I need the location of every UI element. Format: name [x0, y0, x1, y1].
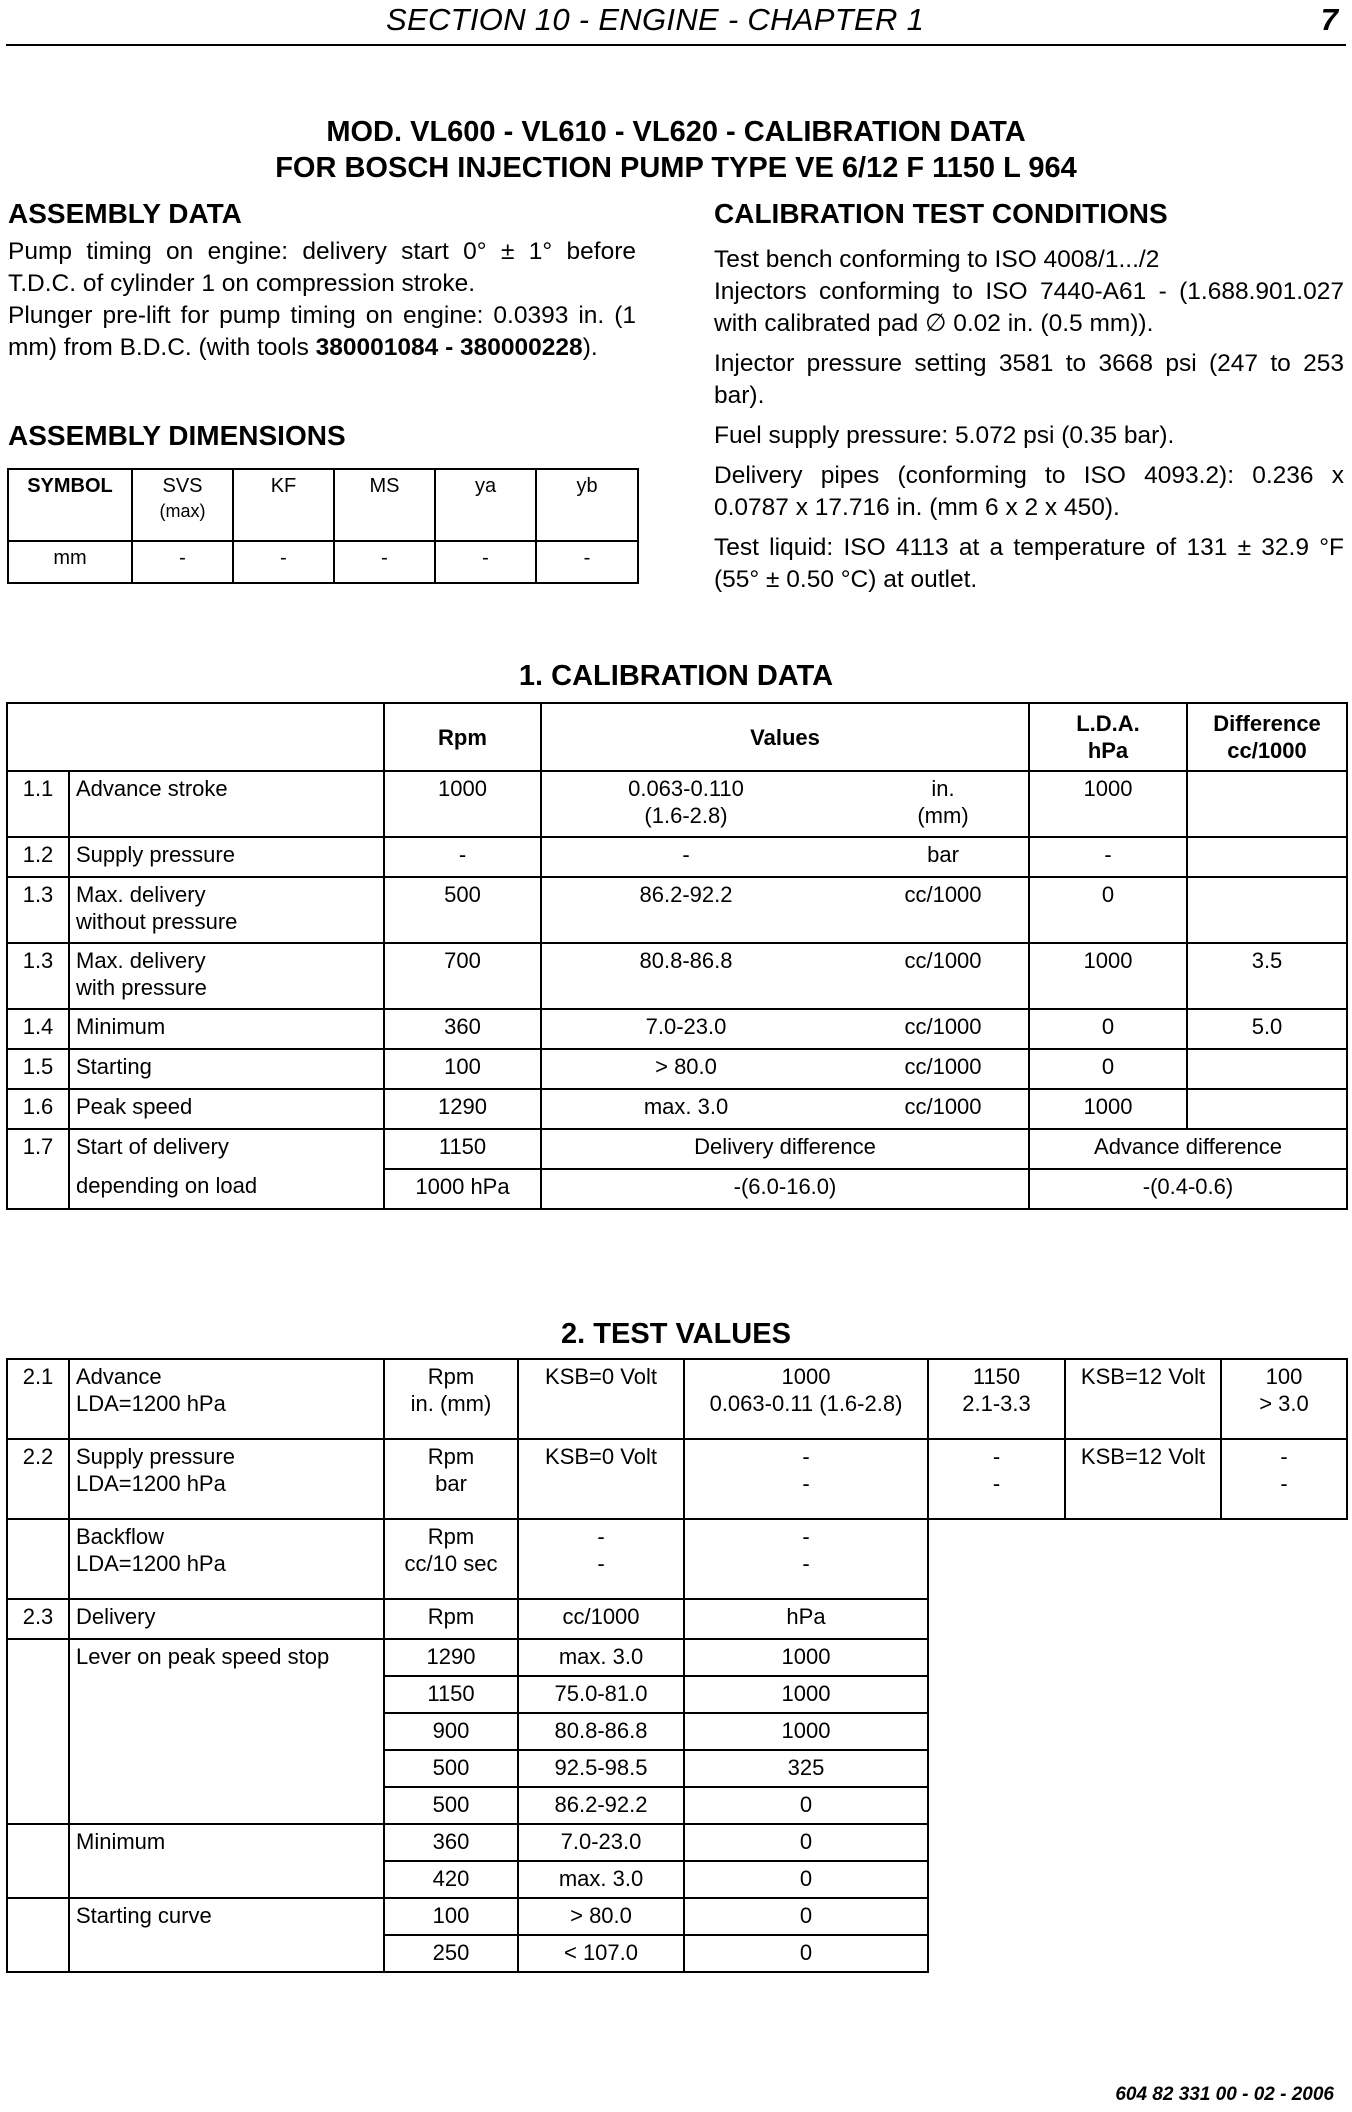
document-title-line-1: MOD. VL600 - VL610 - VL620 - CALIBRATION DATA	[326, 116, 1026, 148]
calibration-row-lda: 1000	[1029, 943, 1187, 1009]
dim-value-yb: -	[536, 541, 638, 583]
calibration-row-17-rpm2: 1000 hPa	[384, 1169, 541, 1209]
tv-backflow-name	[69, 1519, 384, 1599]
tv-21-name-line1: Advance	[76, 1364, 162, 1389]
calibration-row-value: -	[682, 842, 690, 867]
calibration-row-name-line2: with pressure	[76, 975, 207, 1000]
calibration-row-unit: cc/1000	[904, 948, 982, 973]
calibration-row-values	[542, 1093, 1028, 1120]
calibration-row-values	[542, 841, 1028, 868]
delivery-cc: 86.2-92.2	[518, 1787, 684, 1824]
calibration-row-unit-block	[878, 1013, 1008, 1040]
test-conditions-p3: Injector pressure setting 3581 to 3668 psi (247 to 253 bar).	[714, 350, 1344, 409]
delivery-hpa: 0	[684, 1824, 928, 1861]
tv-21-v1-value: 0.063-0.11 (1.6-2.8)	[709, 1391, 903, 1416]
calibration-row-unit-block	[878, 1093, 1008, 1120]
tv-22-ksb12: KSB=12 Volt	[1065, 1439, 1221, 1519]
delivery-group-no	[7, 1898, 69, 1972]
tv-21-ksb0: KSB=0 Volt	[518, 1359, 684, 1439]
delivery-rpm: 100	[384, 1898, 518, 1935]
delivery-cc: > 80.0	[518, 1898, 684, 1935]
calibration-data-table	[6, 702, 1348, 1210]
delivery-hpa: 325	[684, 1750, 928, 1787]
calibration-row-17-delivery-value: -(6.0-16.0)	[541, 1169, 1029, 1209]
dim-header-yb: yb	[536, 469, 638, 541]
calibration-row-lda: 1000	[1029, 771, 1187, 837]
tv-22-v3-top: -	[1280, 1444, 1288, 1469]
tv-backflow-a	[518, 1519, 684, 1599]
calibration-row-no: 1.2	[7, 837, 69, 877]
calibration-row-value-range	[586, 775, 786, 829]
calibration-row-rpm: 500	[384, 877, 541, 943]
calibration-row-lda: 0	[1029, 1009, 1187, 1049]
delivery-group-label: Lever on peak speed stop	[69, 1639, 384, 1824]
delivery-cc: 7.0-23.0	[518, 1824, 684, 1861]
calibration-row-values	[542, 775, 1028, 829]
calibration-row-value-range	[586, 1013, 786, 1040]
calibration-row-17-name: Start of delivery	[69, 1129, 384, 1169]
tv-22-unit2: bar	[435, 1471, 467, 1496]
calibration-row-no: 1.6	[7, 1089, 69, 1129]
calibration-row-value-range	[586, 947, 786, 974]
test-conditions-p1: Test bench conforming to ISO 4008/1.../2	[714, 246, 1160, 273]
calibration-row-lda: 0	[1029, 1049, 1187, 1089]
assembly-data-text	[8, 236, 636, 364]
tv-22-v3	[1221, 1439, 1347, 1519]
calibration-row-difference	[1187, 1089, 1347, 1129]
calibration-header-rpm: Rpm	[384, 703, 541, 771]
calibration-row-value: max. 3.0	[643, 1094, 729, 1119]
tv-23-h-hpa: hPa	[684, 1599, 928, 1639]
calibration-row-values-cell	[541, 837, 1029, 877]
tv-backflow-unit1: Rpm	[427, 1524, 475, 1549]
calibration-row-difference	[1187, 877, 1347, 943]
calibration-header-blank	[7, 703, 384, 771]
tv-21-unit2: in. (mm)	[410, 1391, 492, 1416]
calibration-row-17-no-cont	[7, 1169, 69, 1209]
calibration-row-rpm: 1000	[384, 771, 541, 837]
test-values-table	[6, 1358, 1348, 1973]
delivery-cc: max. 3.0	[518, 1861, 684, 1898]
calibration-header-difference-label: Difference	[1213, 711, 1321, 736]
delivery-row	[7, 1639, 1347, 1676]
dim-value-svs: -	[132, 541, 233, 583]
calibration-row	[7, 837, 1347, 877]
dim-header-svs	[132, 469, 233, 541]
calibration-row-difference: 5.0	[1187, 1009, 1347, 1049]
dim-header-kf: KF	[233, 469, 334, 541]
tv-backflow-name-line1: Backflow	[76, 1524, 165, 1549]
calibration-row-name	[69, 1009, 384, 1049]
delivery-group-label: Starting curve	[69, 1898, 384, 1972]
tv-22-name	[69, 1439, 384, 1519]
delivery-group-label: Minimum	[69, 1824, 384, 1898]
delivery-hpa: 0	[684, 1898, 928, 1935]
calibration-row-value: > 80.0	[655, 1054, 717, 1079]
calibration-row-values-cell	[541, 771, 1029, 837]
assembly-data-tool-numbers: 380001084 - 380000228	[315, 334, 583, 361]
calibration-row-unit: cc/1000	[904, 882, 982, 907]
calibration-row-17-advance-value: -(0.4-0.6)	[1029, 1169, 1347, 1209]
calibration-row-rpm: 1290	[384, 1089, 541, 1129]
tv-23-name: Delivery	[69, 1599, 384, 1639]
tv-22-v2-top: -	[992, 1444, 1001, 1469]
tv-21-name	[69, 1359, 384, 1439]
dim-header-svs-label: SVS	[162, 475, 203, 497]
calibration-row-name	[69, 771, 384, 837]
assembly-data-heading: ASSEMBLY DATA	[8, 198, 242, 229]
delivery-hpa: 1000	[684, 1639, 928, 1676]
page-number: 7	[1320, 2, 1338, 37]
tv-21-v1-rpm: 1000	[781, 1364, 831, 1389]
delivery-rpm: 500	[384, 1787, 518, 1824]
calibration-row-17-name2: depending on load	[69, 1169, 384, 1209]
calibration-row-rpm: 360	[384, 1009, 541, 1049]
calibration-row-value: 7.0-23.0	[645, 1014, 727, 1039]
delivery-cc: < 107.0	[518, 1935, 684, 1972]
calibration-row-name-line1: Max. delivery	[76, 948, 206, 973]
calibration-row-values	[542, 1013, 1028, 1040]
test-conditions-heading: CALIBRATION TEST CONDITIONS	[714, 198, 1168, 229]
calibration-row-value-range	[586, 1053, 786, 1080]
tv-22-name-line2: LDA=1200 hPa	[76, 1471, 226, 1496]
delivery-group-no	[7, 1639, 69, 1824]
calibration-row-name-line1: Minimum	[76, 1014, 166, 1039]
document-title-line-2: FOR BOSCH INJECTION PUMP TYPE VE 6/12 F 1150 L 964	[275, 152, 1077, 184]
calibration-row-unit: bar	[927, 842, 959, 867]
delivery-hpa: 1000	[684, 1713, 928, 1750]
calibration-row-unit-mm: (mm)	[917, 803, 969, 828]
calibration-row-values-cell	[541, 1009, 1029, 1049]
tv-23-no: 2.3	[7, 1599, 69, 1639]
calibration-row-rpm: 100	[384, 1049, 541, 1089]
calibration-row-values-cell	[541, 1049, 1029, 1089]
calibration-row-lda: 1000	[1029, 1089, 1187, 1129]
calibration-row-rpm: -	[384, 837, 541, 877]
tv-23-h-cc: cc/1000	[518, 1599, 684, 1639]
delivery-cc: max. 3.0	[518, 1639, 684, 1676]
delivery-hpa: 0	[684, 1787, 928, 1824]
calibration-row-unit-block	[878, 881, 1008, 908]
delivery-row	[7, 1898, 1347, 1935]
calibration-row-name-line1: Max. delivery	[76, 882, 206, 907]
dim-value-ms: -	[334, 541, 435, 583]
calibration-row-value-range	[586, 1093, 786, 1120]
calibration-row-difference	[1187, 837, 1347, 877]
tv-21-v3-rpm: 100	[1265, 1364, 1303, 1389]
delivery-rpm: 900	[384, 1713, 518, 1750]
tv-backflow-b2: -	[802, 1551, 810, 1576]
tv-22-v2-bottom: -	[992, 1471, 1001, 1496]
calibration-row	[7, 771, 1347, 837]
delivery-cc: 92.5-98.5	[518, 1750, 684, 1787]
tv-22-unit1: Rpm	[427, 1444, 475, 1469]
calibration-row-unit: in.	[931, 776, 955, 801]
tv-backflow-unit2: cc/10 sec	[404, 1551, 498, 1576]
calibration-row	[7, 1089, 1347, 1129]
calibration-row-name	[69, 877, 384, 943]
tv-backflow-b	[684, 1519, 928, 1599]
calibration-row-unit-block	[878, 841, 1008, 868]
calibration-row-values	[542, 881, 1028, 908]
delivery-rpm: 250	[384, 1935, 518, 1972]
assembly-data-p1: Pump timing on engine: delivery start 0° ± 1° before T.D.C. of cylinder 1 on compression stroke.	[8, 238, 636, 297]
calibration-row-values-cell	[541, 1089, 1029, 1129]
test-values-title: 2. TEST VALUES	[561, 1318, 791, 1350]
calibration-row-name-line1: Advance stroke	[76, 776, 228, 801]
section-title: SECTION 10 - ENGINE - CHAPTER 1	[386, 2, 925, 37]
tv-21-v2-rpm: 1150	[972, 1364, 1021, 1389]
calibration-header-values: Values	[541, 703, 1029, 771]
tv-21-v2	[928, 1359, 1065, 1439]
calibration-row-value: 0.063-0.110	[628, 776, 744, 801]
calibration-row-name-line1: Starting	[76, 1054, 152, 1079]
calibration-row	[7, 877, 1347, 943]
calibration-row-name	[69, 1049, 384, 1089]
tv-21-v3-value: > 3.0	[1259, 1391, 1309, 1416]
tv-21-no: 2.1	[7, 1359, 69, 1439]
delivery-hpa: 0	[684, 1861, 928, 1898]
tv-21-name-line2: LDA=1200 hPa	[76, 1391, 226, 1416]
calibration-header-lda-label: L.D.A.	[1076, 711, 1140, 736]
calibration-row-unit: cc/1000	[904, 1014, 982, 1039]
calibration-row-values	[542, 947, 1028, 974]
tv-empty-area	[928, 1519, 1347, 1639]
calibration-row-no: 1.1	[7, 771, 69, 837]
dim-value-kf: -	[233, 541, 334, 583]
dim-header-ya: ya	[435, 469, 536, 541]
tv-backflow-b1: -	[802, 1524, 810, 1549]
assembly-dimensions-heading: ASSEMBLY DIMENSIONS	[8, 420, 346, 451]
calibration-row-unit: cc/1000	[904, 1054, 982, 1079]
calibration-row-17-delivery-label: Delivery difference	[541, 1129, 1029, 1169]
calibration-row	[7, 943, 1347, 1009]
calibration-row-no: 1.3	[7, 943, 69, 1009]
tv-21-v3	[1221, 1359, 1347, 1439]
calibration-header-lda-unit: hPa	[1087, 738, 1129, 763]
calibration-row-lda: 0	[1029, 877, 1187, 943]
tv-22-v1-top: -	[802, 1444, 810, 1469]
delivery-hpa: 0	[684, 1935, 928, 1972]
dim-header-svs-max: (max)	[159, 501, 206, 521]
calibration-row-17-no: 1.7	[7, 1129, 69, 1169]
calibration-row-values-cell	[541, 943, 1029, 1009]
calibration-row-value: 86.2-92.2	[639, 882, 733, 907]
calibration-row-difference	[1187, 771, 1347, 837]
page-header	[6, 0, 1346, 46]
test-conditions-text	[714, 244, 1344, 596]
calibration-row-unit-block	[878, 1053, 1008, 1080]
delivery-rpm: 420	[384, 1861, 518, 1898]
calibration-row-no: 1.3	[7, 877, 69, 943]
test-conditions-p4: Fuel supply pressure: 5.072 psi (0.35 bar).	[714, 422, 1175, 449]
calibration-row-unit-block	[878, 947, 1008, 974]
tv-22-no: 2.2	[7, 1439, 69, 1519]
tv-22-ksb0: KSB=0 Volt	[518, 1439, 684, 1519]
dim-unit: mm	[8, 541, 132, 583]
test-conditions-p5: Delivery pipes (conforming to ISO 4093.2): 0.236 x 0.0787 x 17.716 in. (mm 6 x 2 x 450).	[714, 462, 1344, 521]
calibration-row-name-line1: Peak speed	[76, 1094, 193, 1119]
tv-21-v1	[684, 1359, 928, 1439]
tv-backflow-no	[7, 1519, 69, 1599]
calibration-row-values	[542, 1053, 1028, 1080]
calibration-data-title: 1. CALIBRATION DATA	[518, 660, 834, 692]
tv-21-ksb12: KSB=12 Volt	[1065, 1359, 1221, 1439]
calibration-row-17-advance-label: Advance difference	[1029, 1129, 1347, 1169]
calibration-row-no: 1.5	[7, 1049, 69, 1089]
delivery-group-no	[7, 1824, 69, 1898]
assembly-data-p2-end: ).	[582, 334, 598, 361]
calibration-row-value-mm: (1.6-2.8)	[644, 803, 728, 828]
calibration-row-name	[69, 1089, 384, 1129]
tv-22-units	[384, 1439, 518, 1519]
calibration-row-value-range	[586, 841, 786, 868]
tv-21-unit1: Rpm	[427, 1364, 475, 1389]
calibration-header-difference-unit: cc/1000	[1227, 738, 1307, 763]
dim-header-ms: MS	[334, 469, 435, 541]
tv-23-h-rpm: Rpm	[384, 1599, 518, 1639]
dim-header-symbol: SYMBOL	[8, 469, 132, 541]
calibration-row-name	[69, 837, 384, 877]
assembly-data-p2-text: Plunger pre-lift for pump timing on engine: 0.0393 in. (1 mm) from B.D.C. (with tools	[8, 302, 636, 361]
tv-22-v2	[928, 1439, 1065, 1519]
tv-22-v1-bottom: -	[802, 1471, 810, 1496]
footer-code: 604 82 331 00 - 02 - 2006	[1115, 2084, 1334, 2105]
delivery-hpa: 1000	[684, 1676, 928, 1713]
assembly-data-p2	[8, 300, 636, 364]
assembly-dimensions-table	[7, 468, 639, 584]
calibration-row-no: 1.4	[7, 1009, 69, 1049]
document-title	[0, 114, 1352, 186]
calibration-row-name	[69, 943, 384, 1009]
tv-backflow-a1: -	[597, 1524, 605, 1549]
tv-backflow-a2: -	[597, 1551, 605, 1576]
delivery-rpm: 1150	[384, 1676, 518, 1713]
delivery-rpm: 1290	[384, 1639, 518, 1676]
delivery-row	[7, 1824, 1347, 1861]
tv-backflow-name-line2: LDA=1200 hPa	[76, 1551, 226, 1576]
calibration-row-17-rpm: 1150	[384, 1129, 541, 1169]
calibration-row-lda: -	[1029, 837, 1187, 877]
delivery-cc: 75.0-81.0	[518, 1676, 684, 1713]
tv-21-units	[384, 1359, 518, 1439]
calibration-row-value-range	[586, 881, 786, 908]
delivery-rpm: 360	[384, 1824, 518, 1861]
calibration-row-unit-block	[878, 775, 1008, 829]
tv-22-v1	[684, 1439, 928, 1519]
calibration-row-name-line2: without pressure	[76, 909, 238, 934]
test-conditions-p6: Test liquid: ISO 4113 at a temperature of 131 ± 32.9 °F (55° ± 0.50 °C) at outlet.	[714, 534, 1344, 593]
delivery-cc: 80.8-86.8	[518, 1713, 684, 1750]
calibration-row-difference: 3.5	[1187, 943, 1347, 1009]
tv-21-v2-value: 2.1-3.3	[962, 1391, 1031, 1416]
calibration-row-name-line1: Supply pressure	[76, 842, 235, 867]
dim-value-ya: -	[435, 541, 536, 583]
calibration-row-difference	[1187, 1049, 1347, 1089]
calibration-header-lda	[1029, 703, 1187, 771]
delivery-rpm: 500	[384, 1750, 518, 1787]
tv-backflow-units	[384, 1519, 518, 1599]
calibration-row	[7, 1009, 1347, 1049]
tv-22-name-line1: Supply pressure	[76, 1444, 235, 1469]
calibration-row-value: 80.8-86.8	[639, 948, 733, 973]
calibration-row-values-cell	[541, 877, 1029, 943]
calibration-row-rpm: 700	[384, 943, 541, 1009]
calibration-row	[7, 1049, 1347, 1089]
calibration-header-difference	[1187, 703, 1347, 771]
test-conditions-p2: Injectors conforming to ISO 7440-A61 - (1.688.901.027 with calibrated pad ∅ 0.02 in. (0.5 mm)).	[714, 278, 1344, 337]
tv-22-v3-bottom: -	[1280, 1471, 1288, 1496]
calibration-row-unit: cc/1000	[904, 1094, 982, 1119]
